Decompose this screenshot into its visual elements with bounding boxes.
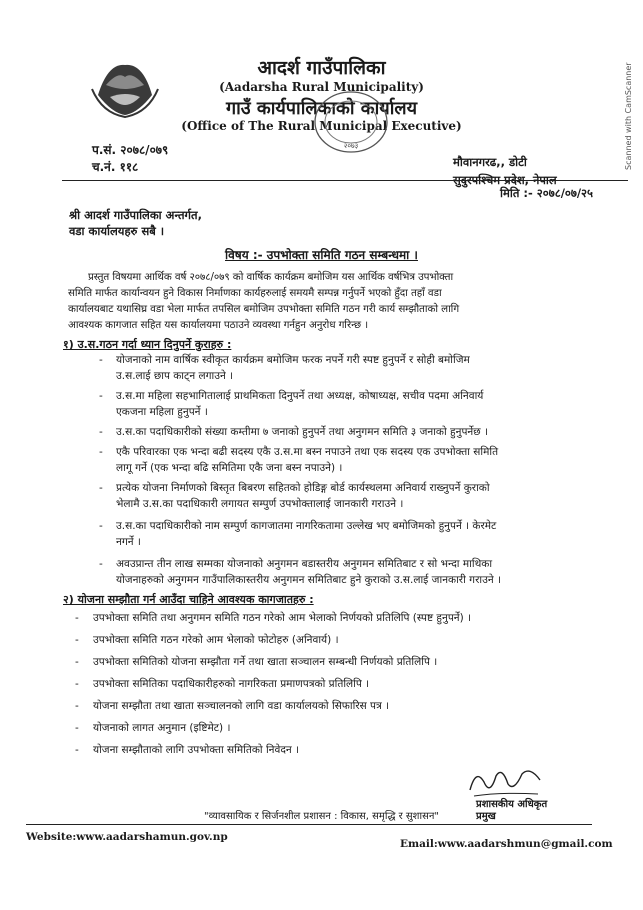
recipient-line-2: वडा कार्यालयहरु सबै । bbox=[69, 224, 165, 238]
footer-divider bbox=[26, 824, 592, 825]
address-line-2: सुदुरपश्चिम प्रदेश, नेपाल bbox=[453, 173, 557, 187]
list-item: प्रत्येक योजना निर्माणको बिस्तृत बिबरण सहितको होडिङ्ग बोर्ड कार्यस्थलमा अनिवार्य राख्नुपर्ने कुराको bbox=[116, 482, 490, 494]
list-item: एकजना महिला हुनुपर्ने । bbox=[116, 406, 208, 418]
list-bullet: - bbox=[99, 520, 103, 532]
header-divider bbox=[62, 180, 628, 181]
list-bullet: - bbox=[75, 744, 79, 756]
municipality-name-np: आदर्श गाउँपालिका bbox=[257, 57, 386, 79]
footer-motto: "व्यावसायिक र सिर्जनशील प्रशासन : विकास, समृद्धि र सुशासन" bbox=[204, 811, 439, 822]
list-item: उ.स.का पदाधिकारीको नाम सम्पुर्ण कागजातमा नागरिकतामा उल्लेख भए बमोजिमको हुनुपर्ने । केरमेट bbox=[116, 520, 497, 532]
list-bullet: - bbox=[75, 612, 79, 624]
seal-year: २०७३ bbox=[343, 142, 359, 150]
footer-website[interactable]: Website:www.aadarshamun.gov.np bbox=[26, 831, 228, 843]
address-line-1: मौवानगरढ,, डोटी bbox=[453, 155, 527, 169]
recipient-line-1: श्री आदर्श गाउँपालिका अन्तर्गत, bbox=[69, 208, 202, 222]
list-bullet: - bbox=[75, 678, 79, 690]
body-line: आवश्यक कागजात सहित यस कार्यालयमा पठाउने व्यवस्था गर्नहुन अनुरोध गरिन्छ । bbox=[68, 319, 369, 331]
list-item: उपभोक्ता समितिका पदाधिकारीहरुको नागरिकता प्रमाणपत्रको प्रतिलिपि । bbox=[93, 678, 370, 690]
letter-subject: विषय :- उपभोक्ता समिति गठन सम्बन्धमा । bbox=[225, 248, 418, 262]
list-bullet: - bbox=[75, 656, 79, 668]
list-bullet: - bbox=[99, 446, 103, 458]
signatory-designation: प्रमुख bbox=[476, 811, 496, 822]
list-item: उपभोक्ता समिति तथा अनुगमन समिति गठन गरेको आम भेलाको निर्णयको प्रतिलिपि (स्पष्ट हुनुपर्ने) । bbox=[93, 612, 472, 624]
list-bullet: - bbox=[99, 390, 103, 402]
list-item: भेलामै उ.स.का पदाधिकारी लगायत सम्पुर्ण उपभोक्तालाई जानकारी गराउने । bbox=[116, 498, 404, 510]
list-item: योजनाको लागत अनुमान (इष्टिमेट) । bbox=[93, 722, 231, 734]
list-item: उ.स.लाई छाप काट्न लगाउने । bbox=[116, 370, 234, 382]
list-item: एकै परिवारका एक भन्दा बढी सदस्य एकै उ.स.मा बस्न नपाउने तथा एक सदस्य एक उपभोक्ता समिति bbox=[116, 446, 499, 458]
list-item: योजनाहरुको अनुगमन गाउँपालिकास्तरीय अनुगमन समितिबाट हुने कुराको उ.स.लाई जानकारी गराउने । bbox=[116, 574, 501, 586]
office-seal bbox=[312, 88, 390, 156]
list-item: उपभोक्ता समितिको योजना सम्झौता गर्ने तथा खाता सञ्चालन सम्बन्धी निर्णयको प्रतिलिपि । bbox=[93, 656, 438, 668]
municipality-name-en: (Aadarsha Rural Municipality) bbox=[219, 80, 424, 94]
list-item: योजनाको नाम वार्षिक स्वीकृत कार्यक्रम बमोजिम फरक नपर्ने गरी स्पष्ट हुनुपर्ने र सोही बमोजिम bbox=[116, 354, 470, 366]
list-item: नगर्ने । bbox=[116, 536, 141, 548]
patra-sankhya: प.सं. २०७८/०७९ bbox=[92, 143, 169, 157]
list-item: लागू गर्ने (एक भन्दा बढि समितिमा एकै जना बस्न नपाउने) । bbox=[116, 462, 343, 474]
list-bullet: - bbox=[75, 634, 79, 646]
office-name-np: गाउँ कार्यपालिकाको कार्यालय bbox=[225, 98, 418, 119]
section-2-heading: २) योजना सम्झौता गर्न आउँदा चाहिने आवश्यक कागजातहरु : bbox=[63, 593, 314, 606]
letter-date: मिति :- २०७८/०७/२५ bbox=[500, 186, 594, 200]
list-item: उ.स.का पदाधिकारीको संख्या कम्तीमा ७ जनाको हुनुपर्ने तथा अनुगमन समिति ३ जनाको हुनुपर्नेछ । bbox=[116, 426, 488, 438]
list-bullet: - bbox=[99, 426, 103, 438]
scanner-watermark: Scanned with CamScanner bbox=[624, 62, 633, 170]
footer-email[interactable]: Email:www.aadarshmun@gmail.com bbox=[400, 838, 613, 850]
list-item: उपभोक्ता समिति गठन गरेको आम भेलाको फोटोहरु (अनिवार्य) । bbox=[93, 634, 339, 646]
office-name-en: (Office of The Rural Municipal Executive) bbox=[181, 119, 462, 133]
list-bullet: - bbox=[75, 722, 79, 734]
list-bullet: - bbox=[99, 558, 103, 570]
body-line: समिति मार्फत कार्यान्वयन हुने विकास निर्माणका कार्यहरुलाई समयमै सम्पन्न गर्नुपर्ने भएको हुँदा तहाँ वडा bbox=[68, 287, 442, 299]
list-item: योजना सम्झौताको लागि उपभोक्ता समितिको निवेदन । bbox=[93, 744, 300, 756]
list-bullet: - bbox=[75, 700, 79, 712]
body-line: प्रस्तुत विषयमा आर्थिक वर्ष २०७८/०७९ को वार्षिक कार्यक्रम बमोजिम यस आर्थिक वर्षभित्र उपभोक्ता bbox=[88, 271, 454, 283]
signatory-title: प्रशासकीय अधिकृत bbox=[476, 799, 548, 810]
list-item: अवउप्रान्त तीन लाख सम्मका योजनाको अनुगमन बडास्तरीय अनुगमन समितिबाट र सो भन्दा माथिका bbox=[116, 558, 493, 570]
list-item: उ.स.मा महिला सहभागितालाई प्राथमिकता दिनुपर्ने तथा अध्यक्ष, कोषाध्यक्ष, सचीव पदमा अनिवार्य bbox=[116, 390, 484, 402]
list-item: योजना सम्झौता तथा खाता सञ्चालनको लागि वडा कार्यालयको सिफारिस पत्र । bbox=[93, 700, 390, 712]
list-bullet: - bbox=[99, 482, 103, 494]
list-bullet: - bbox=[99, 354, 103, 366]
chalani-number: च.नं. ११८ bbox=[92, 160, 139, 174]
body-line: कार्यालयबाट यथासिघ्र वडा भेला मार्फत तपसिल बमोजिम उपभोक्ता समिति गठन गरी कार्य सम्झौताको लागि bbox=[68, 303, 460, 315]
section-1-heading: १) उ.स.गठन गर्दा ध्यान दिनुपर्ने कुराहरु : bbox=[63, 338, 232, 351]
